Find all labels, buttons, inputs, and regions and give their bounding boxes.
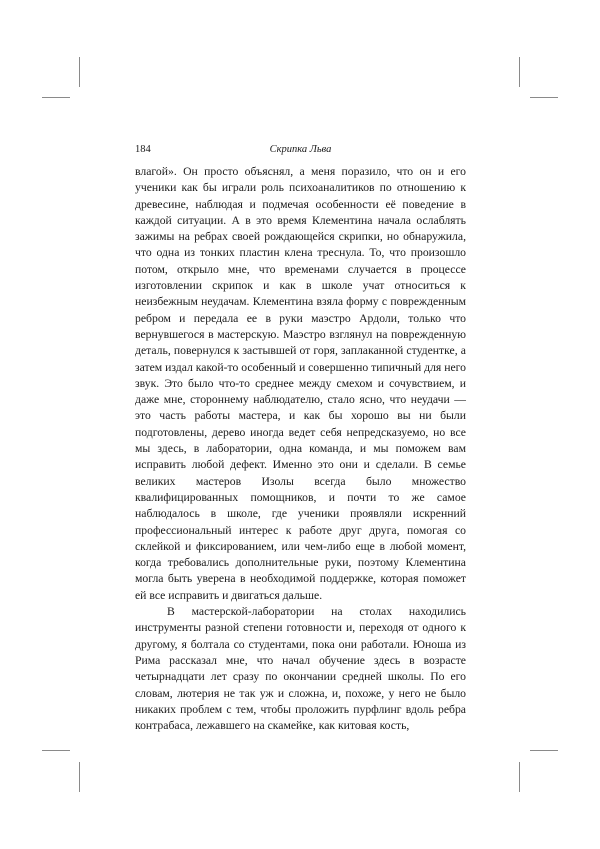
running-title: Скрипка Льва [269,144,332,155]
crop-mark [519,57,520,87]
paragraph: В мастерской-лаборатории на столах находились инструменты разной степени готовности и, переходя от одного к другому, я болтала со студентами, пока они работали. Юноша из Рима рассказал мне, что начал обучение здесь в возрасте четырнадцати лет сразу по окончании средней школы. По его словам, лютерия не так уж и сложна, и, похоже, у него не было никаких проблем с тем, чтобы проложить пурфлинг вдоль ребра контрабаса, лежавшего на скамейке, как китовая кость, [135,605,466,733]
crop-mark [42,750,70,751]
crop-mark [519,762,520,792]
page-number: 184 [135,144,151,155]
body-text [135,164,466,734]
crop-mark [530,97,558,98]
page-header [135,144,466,158]
paragraph: влагой». Он просто объяснял, а меня поразило, что он и его ученики как бы играли роль психоаналитиков по отношению к древесине, наблюдая и подмечая особенности её поведение в каждой ситуации. А в это время Клементина начала ослаблять зажимы на ребрах своей рождающейся скрипки, но обнаружила, что одна из тонких пластин клена треснула. То, что произошло потом, открыло мне, что временами случается в процессе изготовлении скрипок и как в школе учат относиться к неизбежным неудачам. Клементина взяла форму с поврежденным ребром и передала ее в руки маэстро Ардоли, только что вернувшегося в мастерскую. Маэстро взглянул на поврежденную деталь, повернулся к застывшей от горя, заплаканной студентке, а затем издал какой-то особенный и совершенно типичный для него звук. Это было что-то среднее между смехом и сочувствием, и даже мне, стороннему наблюдателю, стало ясно, что неудачи — это часть работы мастера, и как бы хорошо вы ни были подготовлены, дерево иногда ведет себя непредсказуемо, но все мы здесь, в лаборатории, одна команда, и мы поможем вам исправить любой дефект. Именно это они и сделали. В семье великих мастеров Изолы всегда было множество квалифицированных помощников, и почти то же самое наблюдалось в школе, где ученики проявляли искренний профессиональный интерес к работе друг друга, помогая со склейкой и фиксированием, или чем-либо еще в любой момент, когда требовались дополнительные руки, поэтому Клементина могла быть уверена в необходимой поддержке, которая поможет ей все исправить и двигаться дальше. [135,165,466,602]
crop-mark [79,57,80,87]
crop-mark [79,762,80,792]
crop-mark [530,750,558,751]
crop-mark [42,97,70,98]
